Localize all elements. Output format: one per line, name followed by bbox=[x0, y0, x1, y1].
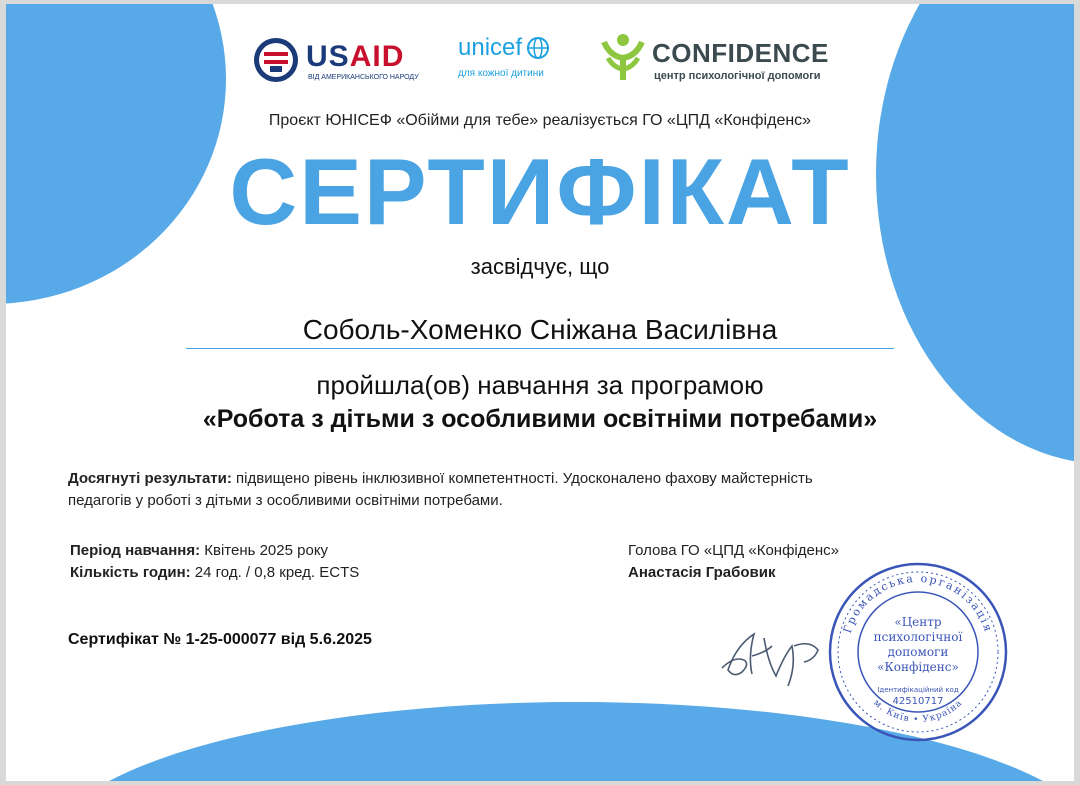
usaid-wordmark: USAID bbox=[306, 40, 405, 73]
period-value: Квітень 2025 року bbox=[200, 542, 329, 559]
unicef-subtitle: для кожної дитини bbox=[458, 68, 544, 79]
confidence-flower-icon bbox=[600, 32, 646, 82]
confidence-logo bbox=[600, 32, 829, 87]
certifies-text: засвідчує, що bbox=[470, 254, 610, 279]
svg-text:допомоги: допомоги bbox=[887, 645, 949, 659]
svg-text:42510717: 42510717 bbox=[892, 696, 944, 707]
recipient-name: Соболь-Хоменко Сніжана Василівна bbox=[302, 314, 778, 345]
svg-text:«Конфіденс»: «Конфіденс» bbox=[877, 660, 959, 674]
certificate-title: СЕРТИФІКАТ bbox=[229, 139, 851, 244]
hours-row bbox=[70, 562, 359, 584]
unicef-logo bbox=[458, 34, 550, 79]
handwritten-signature bbox=[714, 616, 834, 696]
results-label: Досягнуті результати: bbox=[68, 470, 232, 487]
results-paragraph bbox=[68, 468, 848, 512]
program-name: «Робота з дітьми з особливими освітніми потребами» bbox=[202, 405, 878, 433]
head-name: Анастасія Грабовик bbox=[628, 564, 776, 581]
partner-logos bbox=[6, 32, 1074, 92]
usaid-logo bbox=[252, 36, 419, 89]
results-text: підвищено рівень інклюзивної компетентності. Удосконалено фахову майстерність педагогів у роботі з дітьми з особливими освітніми потребами. bbox=[68, 470, 813, 509]
svg-text:«Центр: «Центр bbox=[894, 615, 942, 629]
unicef-globe-icon bbox=[526, 36, 550, 60]
confidence-wordmark: CONFIDENCE bbox=[652, 38, 829, 68]
training-details bbox=[70, 540, 359, 584]
period-row bbox=[70, 540, 359, 562]
head-title: Голова ГО «ЦПД «Конфіденс» bbox=[628, 542, 839, 559]
certificate-page bbox=[6, 4, 1074, 781]
certificate-number: Сертифікат № 1-25-000077 від 5.6.2025 bbox=[68, 631, 372, 648]
name-underline bbox=[186, 348, 894, 349]
period-label: Період навчання: bbox=[70, 542, 201, 559]
usaid-seal-icon bbox=[252, 36, 300, 84]
svg-text:психологічної: психологічної bbox=[873, 630, 963, 644]
svg-text:Громадська організація: Громадська організація bbox=[840, 571, 996, 635]
hours-value: 24 год. / 0,8 кред. ECTS bbox=[190, 564, 360, 581]
hours-label: Кількість годин: bbox=[70, 564, 191, 581]
confidence-subtitle: центр психологічної допомоги bbox=[654, 70, 821, 82]
usaid-subtitle: ВІД АМЕРИКАНСЬКОГО НАРОДУ bbox=[308, 74, 419, 81]
svg-text:м. Київ • Україна: м. Київ • Україна bbox=[871, 698, 965, 726]
head-signatory bbox=[628, 540, 839, 584]
organization-stamp bbox=[826, 560, 1010, 744]
svg-text:Ідентифікаційний код: Ідентифікаційний код bbox=[877, 686, 959, 694]
completed-text: пройшла(ов) навчання за програмою bbox=[316, 370, 764, 400]
unicef-wordmark: unicef bbox=[458, 34, 523, 61]
project-line: Проєкт ЮНІСЕФ «Обійми для тебе» реалізується ГО «ЦПД «Конфіденс» bbox=[268, 112, 812, 129]
